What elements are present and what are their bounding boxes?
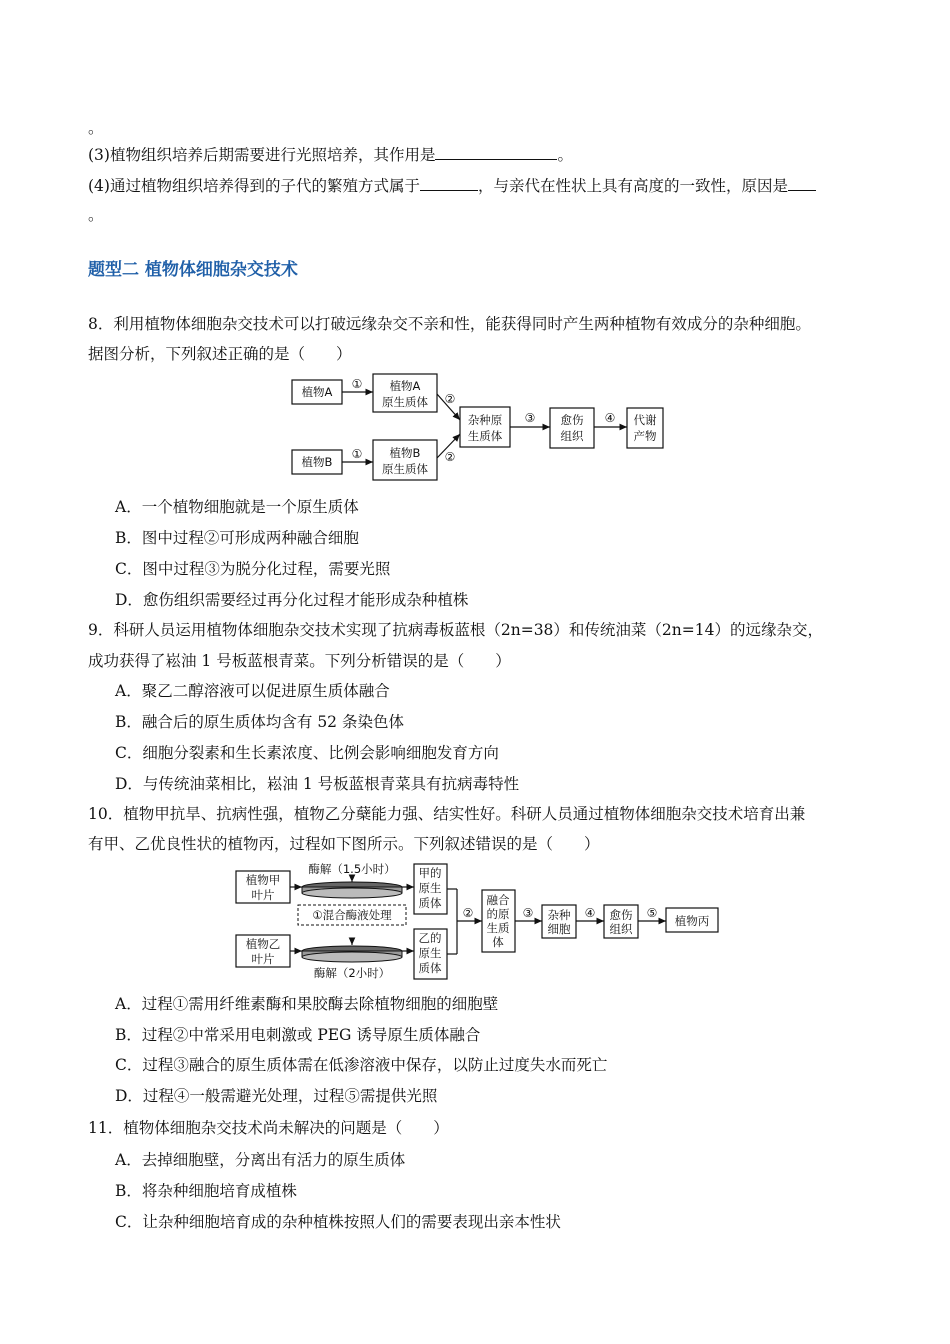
q11-option-a[interactable]: A．去掉细胞壁，分离出有活力的原生质体 <box>115 1151 406 1169</box>
step-3-marker: ③ <box>524 411 536 425</box>
protoplast-b-label: 原生 <box>418 946 442 960</box>
plant-a-label: 植物A <box>301 385 333 399</box>
q10-option-b[interactable]: B．过程②中常采用电刺激或 PEG 诱导原生质体融合 <box>115 1026 481 1044</box>
q3-suffix: 。 <box>557 146 573 164</box>
petri-dish-icon <box>302 882 402 898</box>
step-2-marker: ② <box>462 906 474 920</box>
answer-blank[interactable] <box>420 174 478 191</box>
protoplast-a-label: 甲的 <box>418 866 442 880</box>
q9-option-c[interactable]: C．细胞分裂素和生长素浓度、比例会影响细胞发育方向 <box>115 744 499 762</box>
step-5-marker: ⑤ <box>646 906 658 920</box>
q9-stem-line2: 成功获得了崧油 1 号板蓝根青菜。下列分析错误的是（ ） <box>88 652 511 670</box>
protoplast-a-label: 质体 <box>418 896 442 910</box>
hybrid-protoplast-label: 杂种原 <box>467 413 503 427</box>
q10-stem-line1: 10．植物甲抗旱、抗病性强，植物乙分蘖能力强、结实性好。科研人员通过植物体细胞杂交技术培育出兼 <box>88 805 806 823</box>
enzyme-a-label: 酶解（1.5小时） <box>308 862 396 876</box>
fused-protoplast-label: 融合 <box>486 893 510 907</box>
q10-flow-diagram <box>228 857 723 985</box>
protoplast-b-label: 乙的 <box>418 931 442 945</box>
fused-protoplast-label: 的原 <box>486 907 510 921</box>
plant-b-label: 植物B <box>301 455 333 469</box>
step-4-marker: ④ <box>584 906 596 920</box>
step-3-marker: ③ <box>522 906 534 920</box>
step-1-marker: ① <box>351 377 363 391</box>
protoplast-b-label: 质体 <box>418 961 442 975</box>
leaf-b-label: 植物乙 <box>245 937 281 951</box>
fused-protoplast-label: 体 <box>492 935 504 949</box>
q10-option-c[interactable]: C．过程③融合的原生质体需在低渗溶液中保存，以防止过度失水而死亡 <box>115 1056 608 1074</box>
callus-label: 组织 <box>560 429 584 443</box>
q8-option-a[interactable]: A．一个植物细胞就是一个原生质体 <box>115 498 359 516</box>
question-3 <box>88 143 573 166</box>
hybrid-cell-label: 杂种 <box>547 908 571 922</box>
step-2-marker: ② <box>444 450 456 464</box>
period-mark: 。 <box>88 206 104 224</box>
q10-stem-line2: 有甲、乙优良性状的植物丙，过程如下图所示。下列叙述错误的是（ ） <box>88 835 600 853</box>
q11-option-c[interactable]: C．让杂种细胞培育成的杂种植株按照人们的需要表现出亲本性状 <box>115 1213 561 1231</box>
q11-option-b[interactable]: B．将杂种细胞培育成植株 <box>115 1182 297 1200</box>
leaf-b-label: 叶片 <box>251 952 275 966</box>
q3-prefix: (3)植物组织培养后期需要进行光照培养，其作用是 <box>88 146 436 164</box>
period-mark: 。 <box>88 119 104 137</box>
fused-protoplast-label: 生质 <box>486 921 510 935</box>
metabolite-label: 代谢 <box>633 413 657 427</box>
hybrid-protoplast-label: 生质体 <box>467 429 503 443</box>
q9-option-b[interactable]: B．融合后的原生质体均含有 52 条染色体 <box>115 713 404 731</box>
question-4 <box>88 174 816 197</box>
protoplast-b-label: 原生质体 <box>382 462 428 476</box>
q4-prefix: (4)通过植物组织培养得到的子代的繁殖方式属于 <box>88 177 420 195</box>
q8-option-d[interactable]: D．愈伤组织需要经过再分化过程才能形成杂种植株 <box>115 591 469 609</box>
protoplast-a-label: 原生质体 <box>382 395 428 409</box>
leaf-a-label: 叶片 <box>251 888 275 902</box>
step-1-marker: ① <box>351 447 363 461</box>
hybrid-cell-label: 细胞 <box>547 922 571 936</box>
plant-c-label: 植物丙 <box>674 914 710 928</box>
q9-stem-line1: 9．科研人员运用植物体细胞杂交技术实现了抗病毒板蓝根（2n=38）和传统油菜（2n=14）的远缘杂交， <box>88 621 823 639</box>
callus-label: 组织 <box>609 922 633 936</box>
q9-option-a[interactable]: A．聚乙二醇溶液可以促进原生质体融合 <box>115 682 390 700</box>
section-heading: 题型二 植物体细胞杂交技术 <box>88 260 298 280</box>
answer-blank[interactable] <box>788 174 816 191</box>
q4-middle: ，与亲代在性状上具有高度的一致性，原因是 <box>477 177 788 195</box>
q10-option-a[interactable]: A．过程①需用纤维素酶和果胶酶去除植物细胞的细胞壁 <box>115 995 499 1013</box>
q8-option-c[interactable]: C．图中过程③为脱分化过程，需要光照 <box>115 560 391 578</box>
leaf-a-label: 植物甲 <box>245 873 281 887</box>
q8-flow-diagram <box>285 370 670 485</box>
protoplast-b-label: 植物B <box>389 446 421 460</box>
q8-option-b[interactable]: B．图中过程②可形成两种融合细胞 <box>115 529 359 547</box>
q9-option-d[interactable]: D．与传统油菜相比，崧油 1 号板蓝根青菜具有抗病毒特性 <box>115 775 520 793</box>
q8-stem-line1: 8．利用植物体细胞杂交技术可以打破远缘杂交不亲和性，能获得同时产生两种植物有效成分的杂种细胞。 <box>88 315 811 333</box>
protoplast-a-label: 原生 <box>418 881 442 895</box>
enzyme-b-label: 酶解（2小时） <box>313 966 391 980</box>
mixed-enzyme-label: ①混合酶液处理 <box>312 908 392 922</box>
callus-label: 愈伤 <box>560 413 584 427</box>
metabolite-label: 产物 <box>633 429 657 443</box>
petri-dish-icon <box>302 946 402 962</box>
step-2-marker: ② <box>444 392 456 406</box>
q11-stem: 11．植物体细胞杂交技术尚未解决的问题是（ ） <box>88 1119 449 1137</box>
step-4-marker: ④ <box>604 411 616 425</box>
protoplast-a-label: 植物A <box>389 379 421 393</box>
q10-option-d[interactable]: D．过程④一般需避光处理，过程⑤需提供光照 <box>115 1087 438 1105</box>
callus-label: 愈伤 <box>609 908 633 922</box>
q8-stem-line2: 据图分析，下列叙述正确的是（ ） <box>88 345 352 363</box>
answer-blank[interactable] <box>435 143 557 160</box>
